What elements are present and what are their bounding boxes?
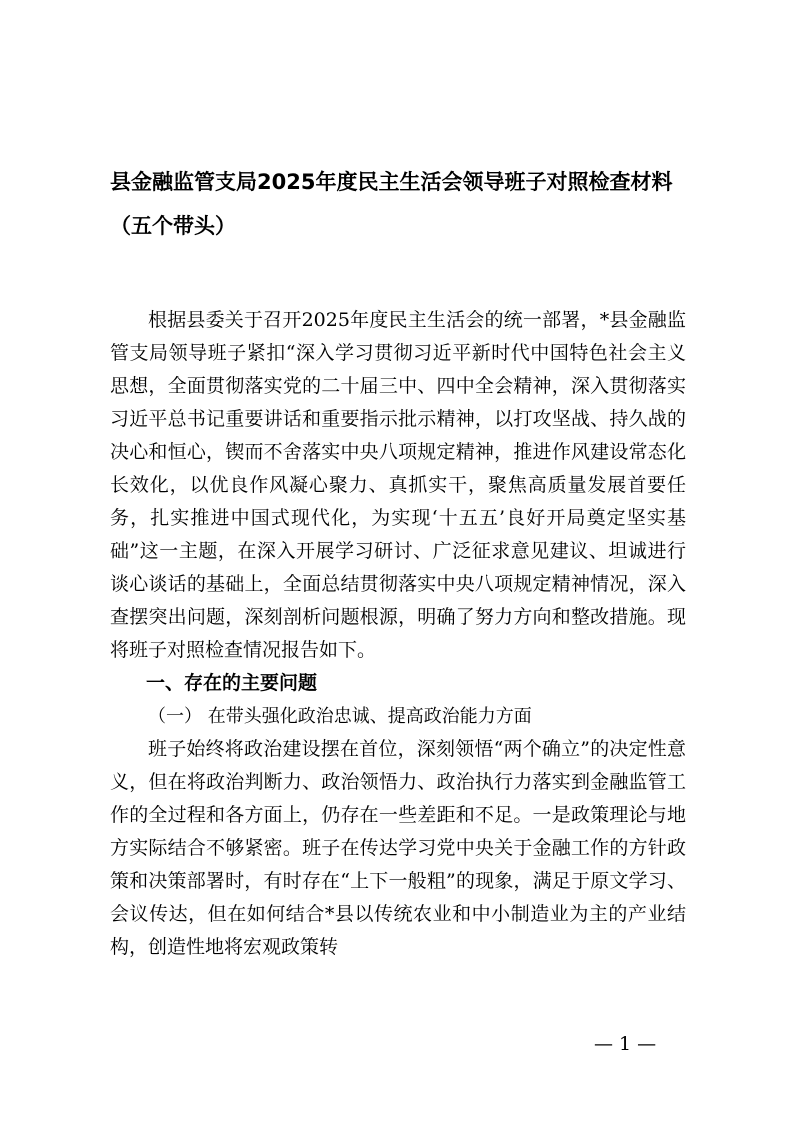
- intro-paragraph: 根据县委关于召开2025年度民主生活会的统一部署，*县金融监管支局领导班子紧扣“深入学习贯彻习近平新时代中国特色社会主义思想，全面贯彻落实党的二十届三中、四中全会精神，深入贯彻落实习近平总书记重要讲话和重要指示批示精神，以打攻坚战、持久战的决心和恒心，锲而不舍落实中央八项规定精神，推进作风建设常态化长效化，以优良作风凝心聚力、真抓实干，聚焦高质量发展首要任务，扎实推进中国式现代化，为实现‘十五五’良好开局奠定坚实基础”这一主题，在深入开展学习研讨、广泛征求意见建议、坦诚进行谈心谈话的基础上，全面总结贯彻落实中央八项规定精神情况，深入查摆突出问题，深刻剖析问题根源，明确了努力方向和整改措施。现将班子对照检查情况报告如下。: [110, 309, 686, 661]
- subsection-heading-political-loyalty: （一） 在带头强化政治忠诚、提高政治能力方面: [148, 706, 532, 727]
- document-body: [110, 304, 686, 964]
- section-heading-problems: 一、存在的主要问题: [146, 672, 318, 694]
- document-title: 县金融监管支局2025年度民主生活会领导班子对照检查材料（五个带头）: [110, 170, 673, 238]
- page-number: — 1 —: [594, 1033, 657, 1055]
- subsection-paragraph-political-loyalty: 班子始终将政治建设摆在首位，深刻领悟“两个确立”的决定性意义，但在将政治判断力、政治领悟力、政治执行力落实到金融监管工作的全过程和各方面上，仍存在一些差距和不足。一是政策理论与地方实际结合不够紧密。班子在传达学习党中央关于金融工作的方针政策和决策部署时，有时存在“上下一般粗”的现象，满足于原文学习、会议传达，但在如何结合*县以传统农业和中小制造业为主的产业结构，创造性地将宏观政策转: [110, 738, 686, 958]
